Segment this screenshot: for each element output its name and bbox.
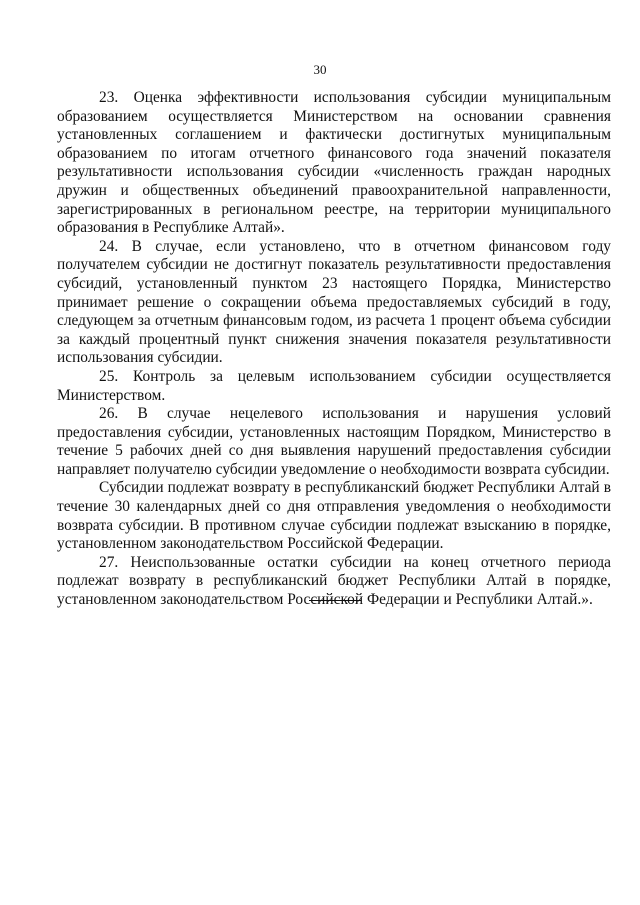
paragraph-27: 27. Неиспользованные остатки субсидии на конец отчетного периода подлежат возврату в республиканский бюджет Республики Алтай в порядке, установленном законодательством Российской Федерации и Республики Алтай.». xyxy=(57,553,611,609)
paragraph-24: 24. В случае, если установлено, что в отчетном финансовом году получателем субсидии не достигнут показатель результативности предоставления субсидий, установленный пунктом 23 настоящего Порядка, Министерство принимает решение о сокращении объема предоставляемых субсидий в году, следующем за отчетным финансовым годом, из расчета 1 процент объема субсидии за каждый процентный пункт снижения значения показателя результативности использования субсидии. xyxy=(57,237,611,367)
paragraph-26-continued: Субсидии подлежат возврату в республиканский бюджет Республики Алтай в течение 30 календарных дней со дня отправления уведомления о необходимости возврата субсидии. В противном случае субсидии подлежат взысканию в порядке, установленном законодательством Российской Федерации. xyxy=(57,479,611,553)
end-of-document-rule xyxy=(309,600,361,601)
page-number: 30 xyxy=(313,62,327,77)
paragraph-26: 26. В случае нецелевого использования и нарушения условий предоставления субсидии, установленных настоящим Порядком, Министерство в течение 5 рабочих дней со дня выявления нарушений предоставления субсидии направляет получателю субсидии уведомление о необходимости возврата субсидии. xyxy=(57,405,611,478)
document-body xyxy=(57,89,611,610)
paragraph-25: 25. Контроль за целевым использованием субсидии осуществляется Министерством. xyxy=(57,367,611,404)
paragraph-23: 23. Оценка эффективности использования субсидии муниципальным образованием осуществляется Министерством на основании сравнения установленных соглашением и фактически достигнутых муниципальным образованием по итогам отчетного финансового года значений показателя результативности использования субсидии «численность граждан народных дружин и общественных объединений правоохранительной направленности, зарегистрированных в региональном реестре, на территории муниципального образования в Республике Алтай». xyxy=(57,89,611,237)
